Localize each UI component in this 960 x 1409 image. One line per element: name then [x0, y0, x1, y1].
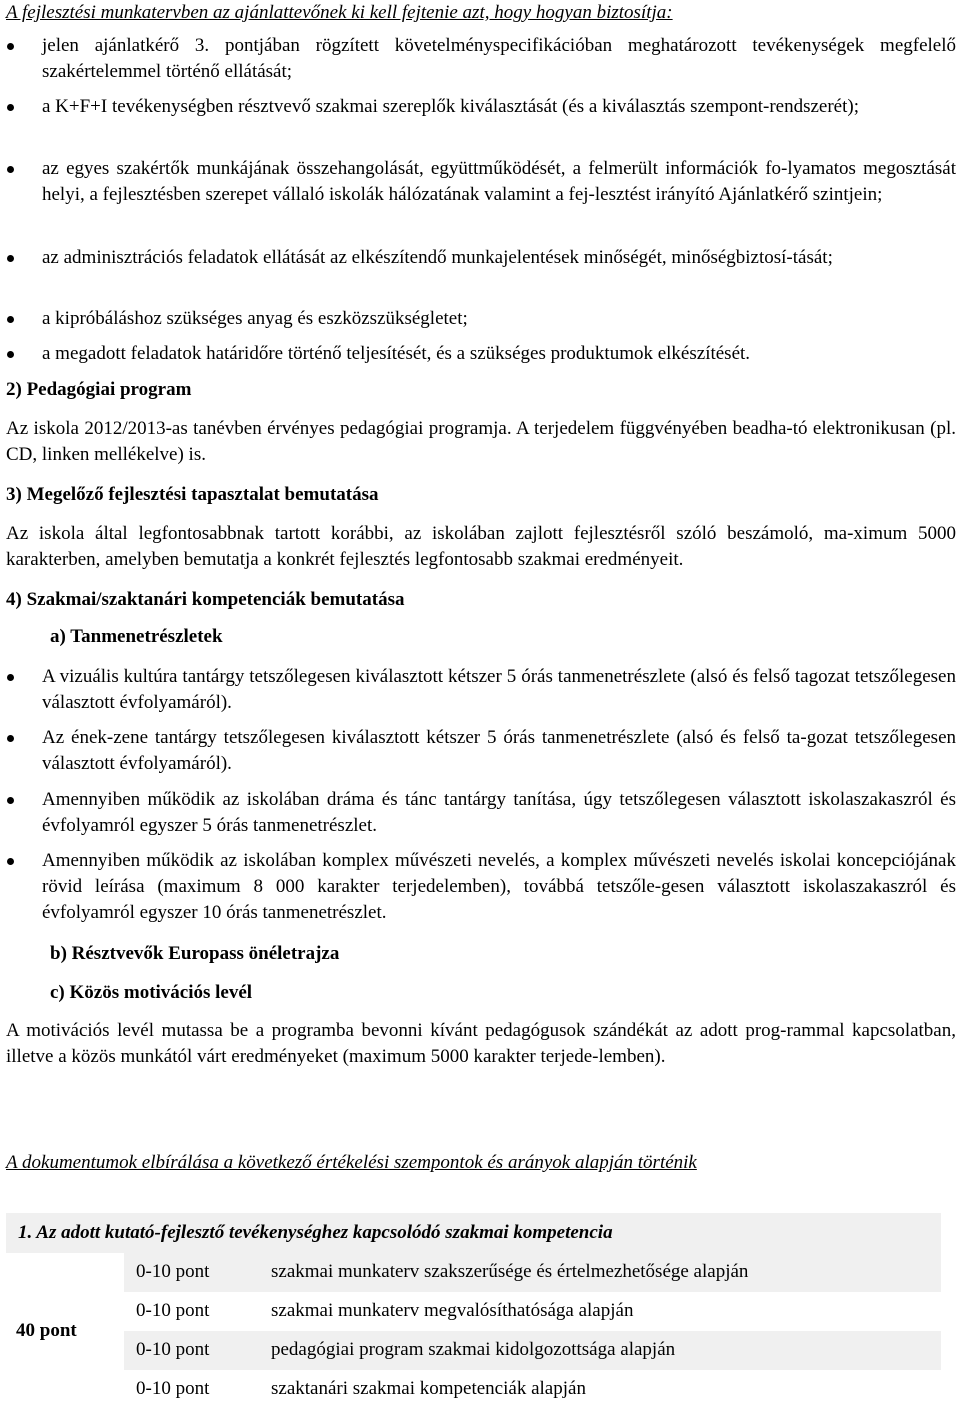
section-4-title: 4) Szakmai/szaktanári kompetenciák bemutatása: [6, 589, 405, 610]
list-item: az adminisztrációs feladatok ellátását az elkészítendő munkajelentések minőségét, minőségbiztosí-tását;: [42, 245, 956, 271]
list-item: a K+F+I tevékenységben résztvevő szakmai szereplők kiválasztását (és a kiválasztás szempont-rendszerét);: [42, 94, 956, 120]
row-points: 0-10 pont: [136, 1378, 210, 1399]
row-description: pedagógiai program szakmai kidolgozottsága alapján: [271, 1339, 676, 1360]
evaluation-heading: A dokumentumok elbírálása a következő értékelési szempontok és arányok alapján történik: [6, 1152, 697, 1173]
total-points: 40 pont: [16, 1320, 77, 1341]
section-4c-text: A motivációs levél mutassa be a programba bevonni kívánt pedagógusok szándékát az adott prog-rammal kapcsolatban, illetve a közös munkától várt eredményeket (maximum 5000 karakter terjede-lemben).: [6, 1020, 956, 1067]
row-description: szaktanári szakmai kompetenciák alapján: [271, 1378, 586, 1399]
section-4a-title: a) Tanmenetrészletek: [50, 626, 223, 647]
list-item: Amennyiben működik az iskolában komplex művészeti nevelés, a komplex művészeti nevelés iskolai koncepciójának rövid leírása (maximum 8 000 karakter terjedelemben), továbbá tetszőle-gesen választott iskolaszakaszról és évfolyamról egyszer 10 órás tanmenetrészlet.: [42, 848, 956, 926]
section-2-title: 2) Pedagógiai program: [6, 379, 192, 400]
section-4b-title: b) Résztvevők Europass önéletrajza: [50, 943, 340, 964]
list-item: Az ének-zene tantárgy tetszőlegesen kiválasztott kétszer 5 órás tanmenetrészlete (alsó és felső ta-gozat tetszőlegesen választott évfolyamáról).: [42, 725, 956, 777]
intro-heading: A fejlesztési munkatervben az ajánlattevőnek ki kell fejtenie azt, hogy hogyan biztosítja:: [6, 2, 673, 23]
row-description: szakmai munkaterv megvalósíthatósága alapján: [271, 1300, 634, 1321]
evaluation-table-title: 1. Az adott kutató-fejlesztő tevékenységhez kapcsolódó szakmai kompetencia: [18, 1222, 613, 1243]
section-4c-title: c) Közös motivációs levél: [50, 982, 253, 1003]
table-row: [124, 1370, 941, 1409]
row-points: 0-10 pont: [136, 1261, 210, 1282]
evaluation-table-header: [6, 1213, 941, 1253]
row-points: 0-10 pont: [136, 1339, 210, 1360]
list-item: a megadott feladatok határidőre történő teljesítését, és a szükséges produktumok elkészítését.: [42, 341, 956, 367]
table-row: [124, 1292, 941, 1331]
table-row: [124, 1331, 941, 1370]
section-2-text: Az iskola 2012/2013-as tanévben érvényes pedagógiai programja. A terjedelem függvényében beadha-tó elektronikusan (pl. CD, linken mellékelve) is.: [6, 418, 956, 465]
section-3-text: Az iskola által legfontosabbnak tartott korábbi, az iskolában zajlott fejlesztésről szóló beszámoló, ma-ximum 5000 karakterben, amelyben bemutatja a konkrét fejlesztés legfontosabb szakmai eredményeit.: [6, 523, 956, 570]
row-points: 0-10 pont: [136, 1300, 210, 1321]
list-item: a kipróbáláshoz szükséges anyag és eszközszükségletet;: [42, 306, 956, 332]
section-3-title: 3) Megelőző fejlesztési tapasztalat bemutatása: [6, 484, 379, 505]
table-row: [124, 1253, 941, 1292]
list-item: A vizuális kultúra tantárgy tetszőlegesen kiválasztott kétszer 5 órás tanmenetrészlete (alsó és felső tagozat tetszőlegesen választott évfolyamáról).: [42, 664, 956, 716]
row-description: szakmai munkaterv szakszerűsége és értelmezhetősége alapján: [271, 1261, 749, 1282]
list-item: Amennyiben működik az iskolában dráma és tánc tantárgy tanítása, úgy tetszőlegesen választott iskolaszakaszról és évfolyamról egyszer 5 órás tanmenetrészlet.: [42, 787, 956, 839]
list-item: jelen ajánlatkérő 3. pontjában rögzített követelményspecifikációban meghatározott tevékenységek megfelelő szakértelemmel történő ellátását;: [42, 33, 956, 85]
list-item: az egyes szakértők munkájának összehangolását, együttműködését, a felmerült információk fo-lyamatos megosztását helyi, a fejlesztésben szerepet vállaló iskolák hálózatának valamint a fej-lesztést irányító Ajánlatkérő szintjein;: [42, 156, 956, 208]
